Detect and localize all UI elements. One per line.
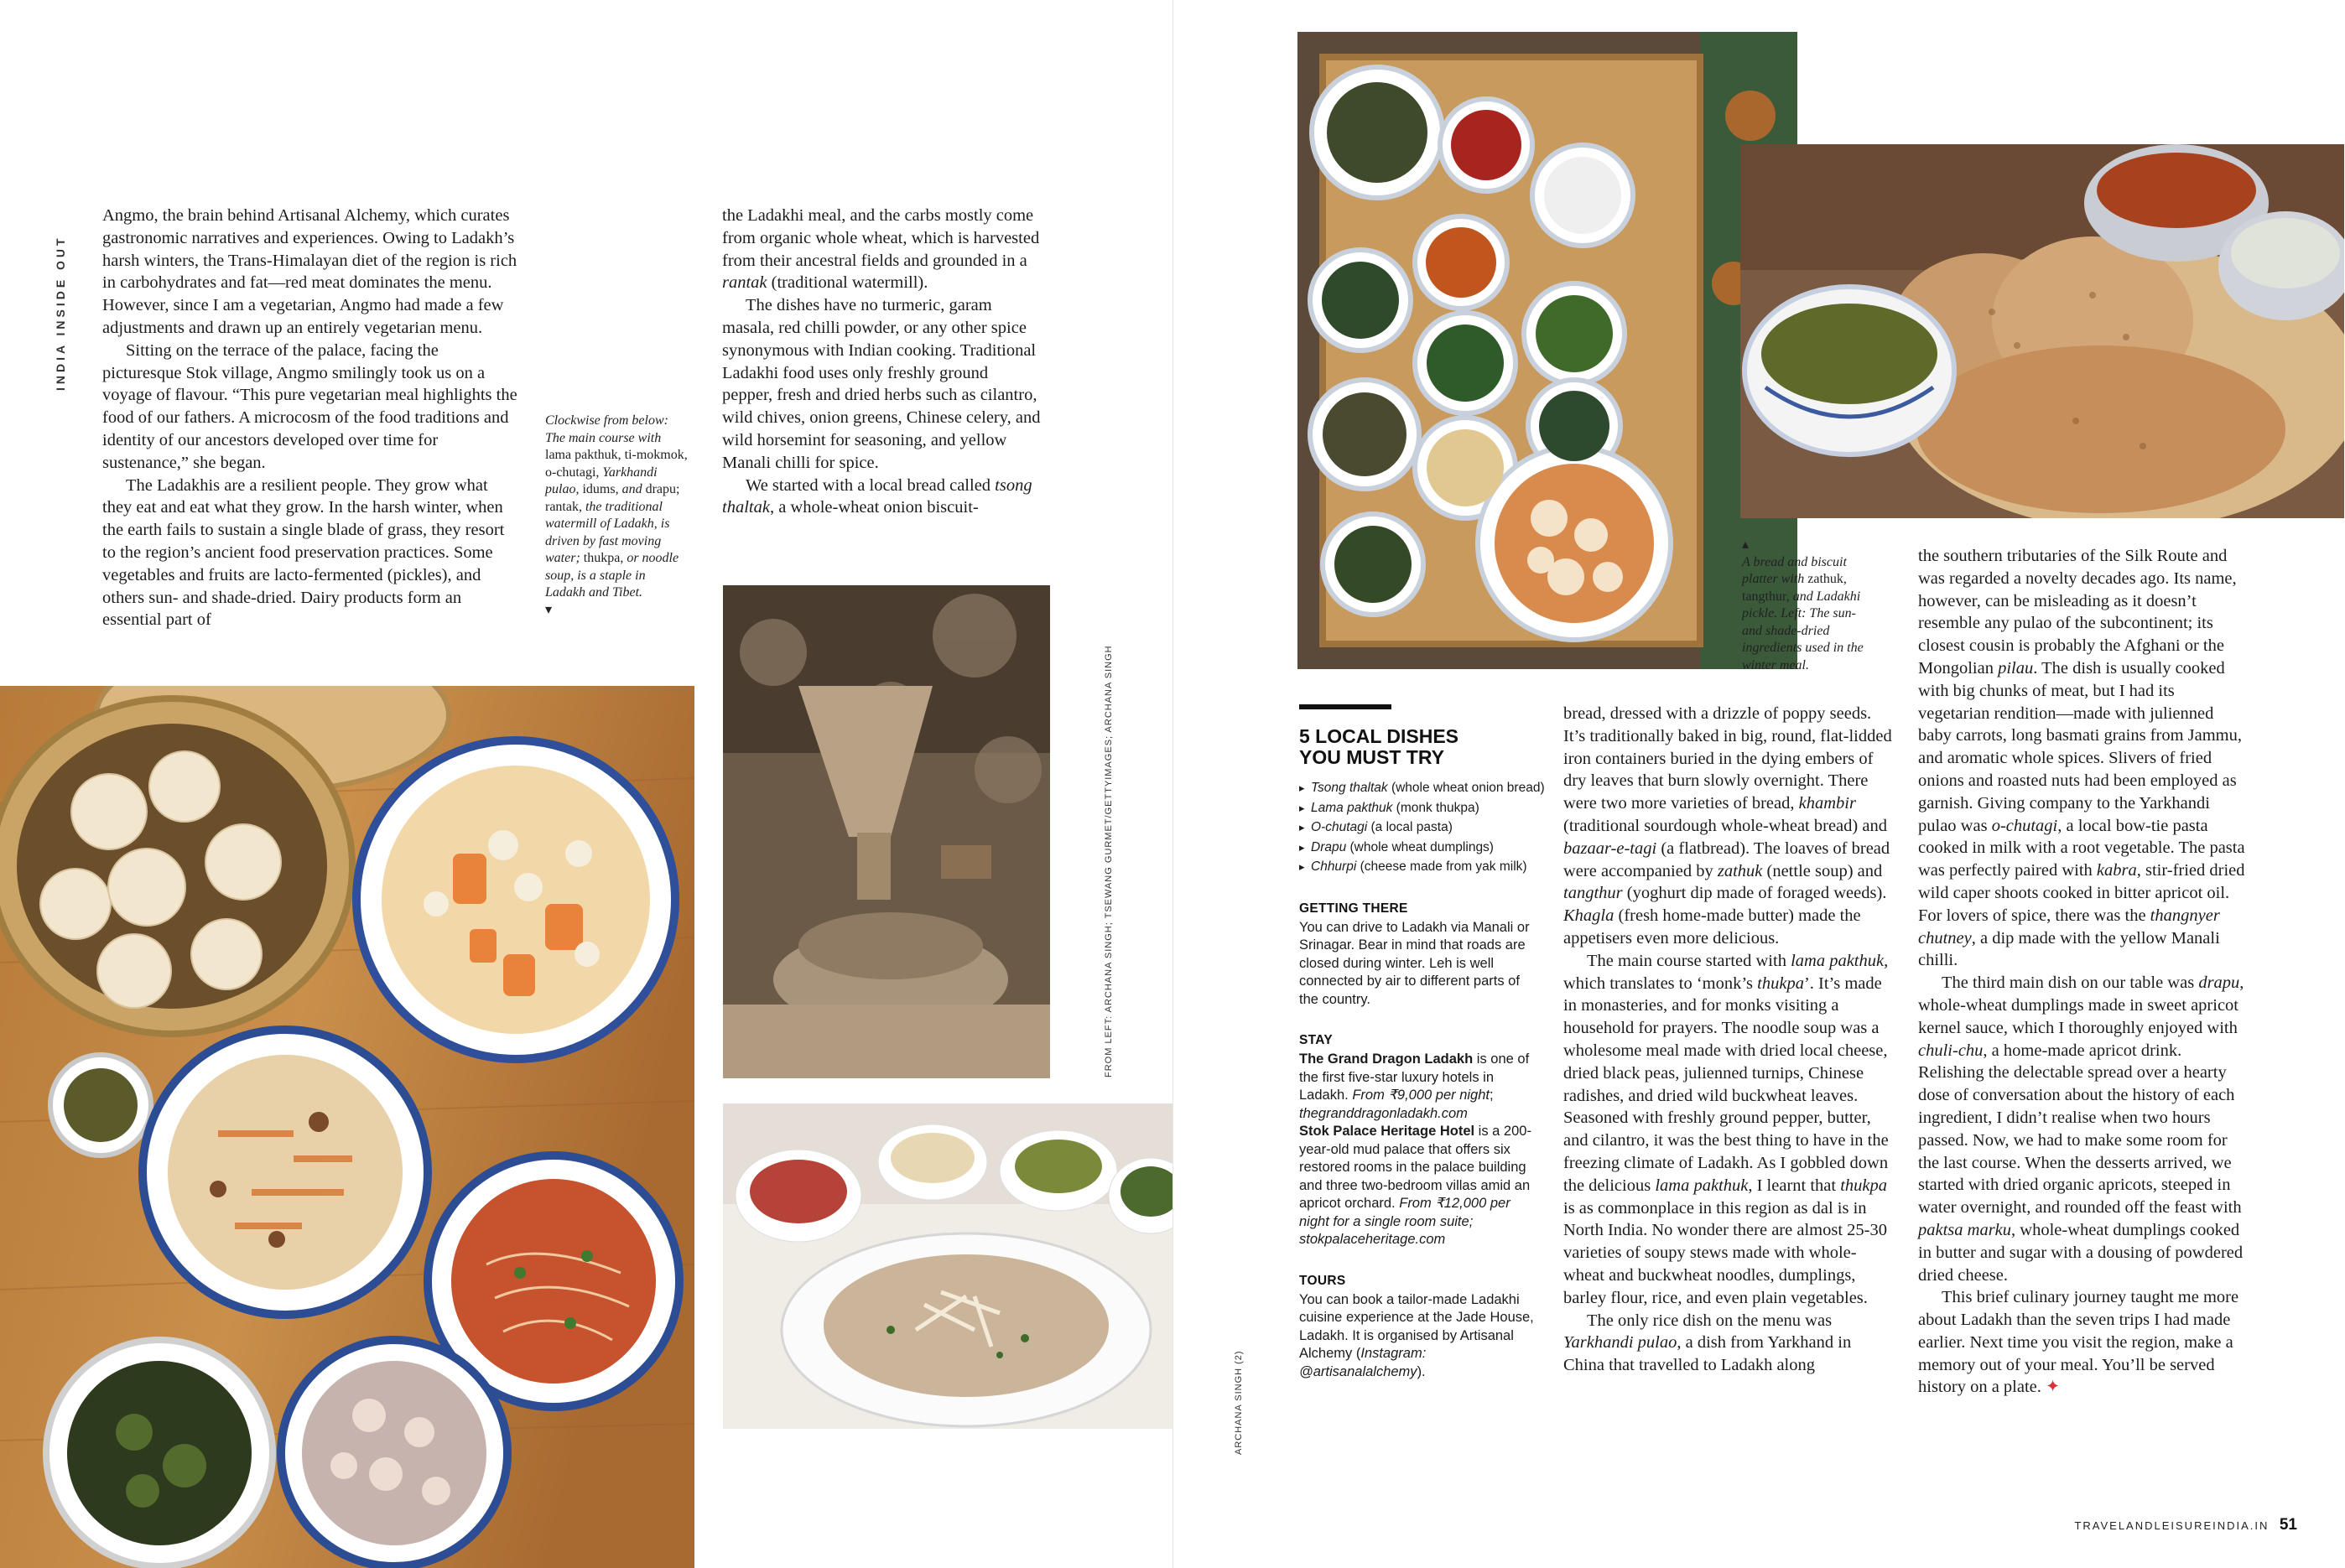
left-column-1: [102, 205, 522, 631]
tours-text: You can book a tailor-made Ladakhi cuisine experience at the Jade House, Ladakh. It is organised by Artisanal Alchemy (Instagram: @artisanalalchemy).: [1299, 1291, 1534, 1379]
watermill-illustration: [723, 585, 1050, 1078]
list-item: ▸ Drapu (whole wheat dumplings): [1299, 838, 1542, 858]
dish-list: [1299, 778, 1545, 877]
tours-heading: TOURS: [1299, 1273, 1346, 1288]
section-label: INDIA INSIDE OUT: [54, 235, 67, 391]
list-item: ▸ O-chutagi (a local pasta): [1299, 818, 1542, 838]
right-column-1: [1563, 703, 1892, 1377]
getting-there-heading: GETTING THERE: [1299, 901, 1408, 916]
bread-platter-photo: [1740, 144, 2344, 518]
sidebar-title: 5 LOCAL DISHES YOU MUST TRY: [1299, 725, 1458, 768]
platter-caption: ▴ A bread and biscuit platter with zathuk, tangthur, and Ladakhi pickle. Left: The sun- and shade-dried ingredients used in the winter meal.: [1742, 537, 1864, 672]
main-course-photo: [0, 686, 694, 1568]
hotel-1-link[interactable]: thegranddragonladakh.com: [1299, 1105, 1468, 1121]
main-course-illustration: [0, 686, 694, 1568]
paragraph: Sitting on the terrace of the palace, facing the picturesque Stok village, Angmo smilingly took us on a voyage of flavour. “This pure vegetarian meal highlights the food of our fathers. A microcosm of the food traditions and identity of our ancestors developed over time for sustenance,” she began.: [102, 340, 517, 472]
paragraph: The Ladakhis are a resilient people. They grow what they eat and eat what they grow. In the harsh winter, when the earth fails to sustain a single blade of grass, they resort to the region’s ancient food preservation practices. Some vegetables and fruits are lacto-fermented (pickles), and others sun- and shade-dried. Dairy products form an essential part of: [102, 475, 505, 630]
thukpa-photo: [723, 1103, 1172, 1429]
paragraph: This brief culinary journey taught me more about Ladakh than the seven trips I had made earlier. Next time you visit the region, make a memory out of your meal. You’ll be served history on a plate. ✦: [1918, 1288, 2239, 1397]
dried-ingredients-photo: [1297, 32, 1797, 669]
folio-site: TRAVELANDLEISUREINDIA.IN: [2074, 1519, 2270, 1532]
right-column-2: [1918, 545, 2247, 1399]
left-column-2: [722, 205, 1041, 519]
paragraph: The only rice dish on the menu was Yarkhandi pulao, a dish from Yarkhand in China that travelled to Ladakh along: [1563, 1311, 1852, 1375]
travel-sidebar: [1299, 704, 1545, 1381]
thukpa-illustration: [723, 1103, 1172, 1429]
sidebar-rule: [1299, 704, 1391, 709]
caption-arrow-icon: ▴: [1742, 537, 1750, 552]
watermill-photo: [723, 585, 1050, 1078]
folio: [2046, 1516, 2297, 1534]
paragraph: The main course started with lama pakthuk, which translates to ‘monk’s thukpa’. It’s made in monasteries, and for monks visiting a household for prayers. The noodle soup was a wholesome meal made with dried local cheese, dried black peas, julienned turnips, Chinese radishes, and dried wild buckwheat leaves. Seasoned with freshly ground pepper, butter, and cilantro, it was the best thing to have in the freezing climate of Ladakh. As I gobbled down the delicious lama pakthuk, I learnt that thukpa is as commonplace in this region as dal is in North India. No wonder there are almost 25-30 varieties of soupy stews made with whole-wheat and buckwheat noodles, dumplings, barley flour, rice, and even plain vegetables.: [1563, 951, 1889, 1307]
list-item: ▸ Lama pakthuk (monk thukpa): [1299, 798, 1542, 818]
paragraph: We started with a local bread called tsong thaltak, a whole-wheat onion biscuit-: [722, 475, 1032, 517]
right-page: [1172, 0, 2345, 1568]
paragraph: the southern tributaries of the Silk Route and was regarded a novelty decades ago. Its name, however, can be misleading as it doesn’t resemble any pulao of the subcontinent; its closest cousin is probably the Afghani or the Mongolian pilau. The dish is usually cooked with big chunks of meat, but I had its vegetarian rendition—made with julienned baby carrots, long basmati grains from Jammu, and aromatic whole spices. Slivers of fried onions and roasted nuts had been employed as garnish. Giving company to the Yarkhandi pulao was o-chutagi, a local bow-tie pasta cooked in milk with a root vegetable. The pasta was perfectly paired with kabra, stir-fried dried wild caper shoots cooked in bitter apricot oil. For lovers of spice, there was the thangnyer chutney, a dip made with the yellow Manali chilli.: [1918, 547, 2245, 970]
hotel-2: Stok Palace Heritage Hotel is a 200-year-old mud palace that offers six restored rooms in the palace building and three two-bedroom villas amid an apricot orchard. From ₹12,000 per night for a single room suite; stokpalaceheritage.com: [1299, 1124, 1531, 1247]
paragraph: bread, dressed with a drizzle of poppy seeds. It’s traditionally baked in big, round, flat-lidded iron containers buried in the dying embers of dry leaves that burn slowly overnight. There were two more varieties of bread, khambir (traditional sourdough whole-wheat bread) and bazaar-e-tagi (a flatbread). The loaves of bread were accompanied by zathuk (nettle soup) and tangthur (yoghurt dip made of foraged weeds). Khagla (fresh home-made butter) made the appetisers even more delicious.: [1563, 704, 1892, 948]
page-number: 51: [2279, 1516, 2297, 1534]
paragraph: The dishes have no turmeric, garam masala, red chilli powder, or any other spice synonymous with Indian cooking. Traditional Ladakhi food uses only freshly ground pepper, fresh and dried herbs such as cilantro, wild chives, onion greens, Chinese celery, and wild horsemint for seasoning, and yellow Manali chilli for spice.: [722, 296, 1041, 472]
list-item: ▸ Chhurpi (cheese made from yak milk): [1299, 857, 1542, 877]
getting-there-text: You can drive to Ladakh via Manali or Srinagar. Bear in mind that roads are closed during winter. Leh is well connected by air to different parts of the country.: [1299, 919, 1530, 1007]
paragraph: The third main dish on our table was drapu, whole-wheat dumplings made in sweet apricot kernel sauce, which I thoroughly enjoyed with chuli-chu, a home-made apricot drink. Relishing the delectable spread over a hearty dose of conversation about the history of each ingredient, I didn’t realise when two hours passed. Now, we had to make some room for the last course. When the desserts arrived, we started with dried organic apricots, steeped in water overnight, and rounded off the feast with paktsa marku, whole-wheat dumplings cooked in butter and sugar with a dousing of powdered dried cheese.: [1918, 974, 2244, 1285]
dried-ingredients-illustration: [1297, 32, 1797, 669]
caption-arrow-icon: ▾: [545, 602, 553, 617]
end-mark-icon: ✦: [2046, 1378, 2061, 1397]
hotel-1: The Grand Dragon Ladakh is one of the first five-star luxury hotels in Ladakh. From ₹9,000 per night; thegranddragonladakh.com: [1299, 1051, 1530, 1121]
photo-credit-right: ARCHANA SINGH (2): [1234, 1350, 1244, 1455]
paragraph: the Ladakhi meal, and the carbs mostly come from organic whole wheat, which is harvested from their ancestral fields and grounded in a rantak (traditional watermill).: [722, 206, 1040, 293]
left-page: [0, 0, 1172, 1568]
photo-caption: Clockwise from below: The main course with lama pakthuk, ti-mokmok, o-chutagi, Yarkhandi pulao, idums, and drapu; rantak, the traditional watermill of Ladakh, is driven by fast moving water; thukpa, or noodle soup, is a staple in Ladakh and Tibet. ▾: [545, 413, 688, 617]
list-item: ▸ Tsong thaltak (whole wheat onion bread): [1299, 778, 1542, 798]
bread-platter-illustration: [1740, 144, 2344, 518]
stay-heading: STAY: [1299, 1033, 1333, 1047]
photo-credit: FROM LEFT: ARCHANA SINGH; TSEWANG GURMET/GETTYIMAGES; ARCHANA SINGH: [1104, 645, 1114, 1077]
paragraph: Angmo, the brain behind Artisanal Alchemy, which curates gastronomic narratives and experiences. Owing to Ladakh’s harsh winters, the Trans-Himalayan diet of the region is rich in carbohydrates and fat—red meat dominates the menu. However, since I am a vegetarian, Angmo had made a few adjustments and drawn up an entirely vegetarian menu.: [102, 206, 517, 337]
